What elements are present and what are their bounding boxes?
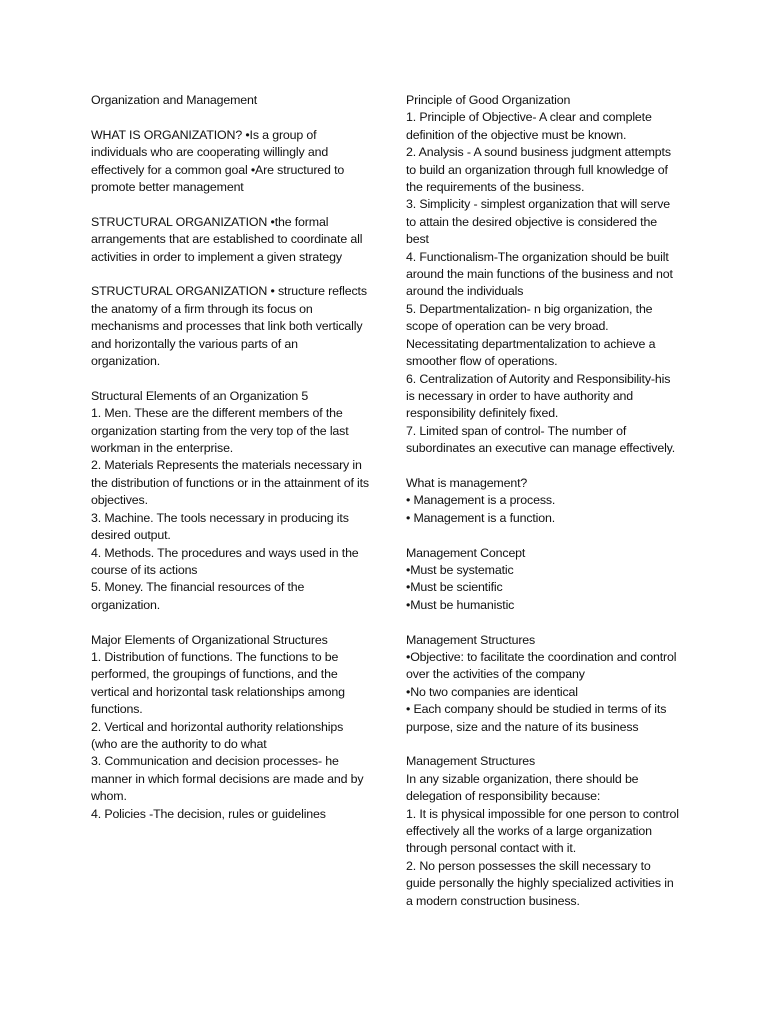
text-line: 4. Methods. The procedures and ways used in the course of its actions xyxy=(91,545,359,577)
left-section xyxy=(91,214,369,266)
right-column xyxy=(406,92,682,927)
text-line: •No two companies are identical xyxy=(406,684,578,699)
text-line: 4. Functionalism-The organization should be built around the main functions of the business and not around the individuals xyxy=(406,249,673,299)
text-line: In any sizable organization, there should be delegation of responsibility because: xyxy=(406,771,639,804)
left-column xyxy=(91,92,369,840)
text-line: 1. Men. These are the different members of the organization starting from the very top of the last workman in the enterprise. xyxy=(91,406,349,456)
section-heading-line: Management Structures xyxy=(406,632,536,647)
left-section xyxy=(91,388,369,614)
text-line: • Management is a process. xyxy=(406,493,556,508)
section-heading-line: WHAT IS ORGANIZATION? •Is a group of individuals who are cooperating willingly and effectively for a common goal •Are structured to promote better management xyxy=(91,127,345,195)
text-line: •Must be scientific xyxy=(406,580,503,595)
section-heading-line: Management Structures xyxy=(406,754,536,769)
left-section xyxy=(91,632,369,823)
text-line: 6. Centralization of Autority and Responsibility-his is necessary in order to have authority and responsibility definitely fixed. xyxy=(406,371,671,421)
right-section xyxy=(406,545,682,615)
section-heading-line: STRUCTURAL ORGANIZATION • structure reflects the anatomy of a firm through its focus on mechanisms and processes that link both vertically and horizontally the various parts of an organization. xyxy=(91,284,367,369)
section-heading-line: Principle of Good Organization xyxy=(406,93,571,107)
text-line: 2. Vertical and horizontal authority relationships (who are the authority to do what xyxy=(91,719,344,751)
text-line: 4. Policies -The decision, rules or guidelines xyxy=(91,806,326,821)
text-line: • Management is a function. xyxy=(406,510,556,525)
right-section xyxy=(406,753,682,910)
section-heading-line: What is management? xyxy=(406,475,528,490)
text-line: 3. Machine. The tools necessary in producing its desired output. xyxy=(91,510,349,543)
right-section xyxy=(406,92,682,458)
text-line: 1. It is physical impossible for one person to control effectively all the works of a large organization through personal contact with it. xyxy=(406,806,679,856)
section-heading-line: STRUCTURAL ORGANIZATION •the formal arrangements that are established to coordinate all activities in order to implement a given strategy xyxy=(91,214,363,264)
left-section xyxy=(91,283,369,370)
text-line: 7. Limited span of control- The number of subordinates an executive can manage effectively. xyxy=(406,423,676,456)
text-line: 3. Simplicity - simplest organization that will serve to attain the desired objective is considered the best xyxy=(406,197,671,247)
text-line: 2. No person possesses the skill necessary to guide personally the highly specialized activities in a modern construction business. xyxy=(406,858,674,908)
section-heading-line: Major Elements of Organizational Structures xyxy=(91,632,328,647)
text-line: •Objective: to facilitate the coordination and control over the activities of the company xyxy=(406,649,677,682)
left-section xyxy=(91,127,369,197)
text-line: 1. Distribution of functions. The functions to be performed, the groupings of functions, and the vertical and horizontal task relationships among functions. xyxy=(91,649,345,717)
text-line: 5. Departmentalization- n big organization, the scope of operation can be very broad. Necessitating departmentalization to achieve a smoother flow of operations. xyxy=(406,301,656,369)
text-line: •Must be systematic xyxy=(406,562,514,577)
text-line: 5. Money. The financial resources of the organization. xyxy=(91,580,305,612)
section-heading-line: Management Concept xyxy=(406,545,526,560)
text-line: 1. Principle of Objective- A clear and complete definition of the objective must be known. xyxy=(406,110,652,142)
text-line: 3. Communication and decision processes- he manner in which formal decisions are made and by whom. xyxy=(91,754,364,804)
text-line: 2. Analysis - A sound business judgment attempts to build an organization through full knowledge of the requirements of the business. xyxy=(406,145,671,195)
text-line: •Must be humanistic xyxy=(406,597,515,612)
section-heading-line: Organization and Management xyxy=(91,93,258,107)
right-section xyxy=(406,475,682,527)
text-line: • Each company should be studied in terms of its purpose, size and the nature of its business xyxy=(406,702,667,734)
section-heading-line: Structural Elements of an Organization 5 xyxy=(91,388,309,403)
text-line: 2. Materials Represents the materials necessary in the distribution of functions or in the attainment of its objectives. xyxy=(91,458,369,508)
right-section xyxy=(406,632,682,736)
left-section xyxy=(91,92,369,109)
